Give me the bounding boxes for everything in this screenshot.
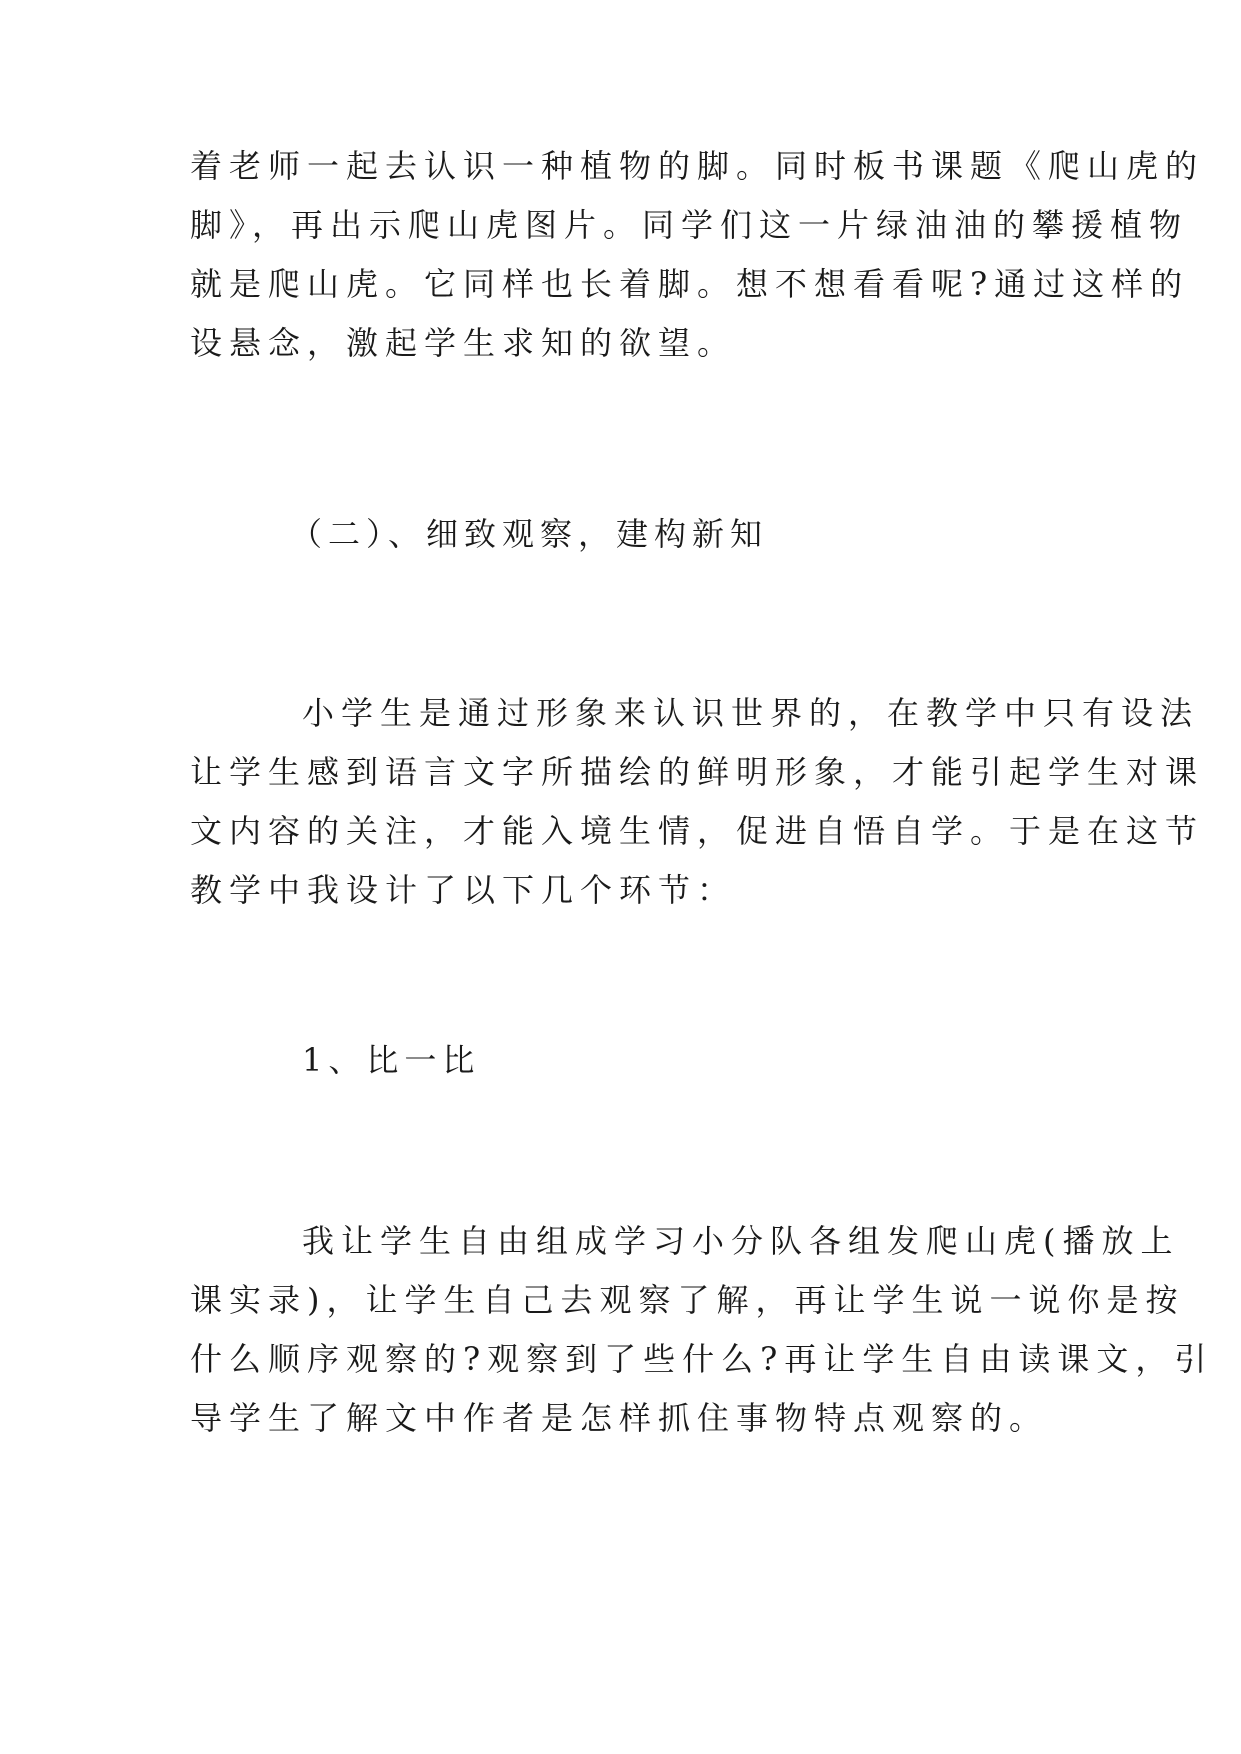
paragraph-line: 让学生感到语言文字所描绘的鲜明形象，才能引起学生对课 bbox=[190, 753, 1205, 791]
intro-paragraph bbox=[190, 137, 1205, 373]
paragraph-line: 文内容的关注，才能入境生情，促进自悟自学。于是在这节 bbox=[190, 812, 1205, 850]
paragraph-line: 脚》，再出示爬山虎图片。同学们这一片绿油油的攀援植物 bbox=[190, 206, 1189, 244]
paragraph-line: 什么顺序观察的?观察到了些什么?再让学生自由读课文，引 bbox=[190, 1340, 1214, 1378]
step-heading: 1、比一比 bbox=[302, 1041, 481, 1079]
paragraph-line: 就是爬山虎。它同样也长着脚。想不想看看呢?通过这样的 bbox=[190, 265, 1190, 303]
paragraph-line: 着老师一起去认识一种植物的脚。同时板书课题《爬山虎的 bbox=[190, 147, 1205, 185]
section-heading: （二）、细致观察，建构新知 bbox=[290, 515, 769, 553]
paragraph-line: 我让学生自由组成学习小分队各组发爬山虎(播放上 bbox=[302, 1222, 1180, 1260]
paragraph-line: 导学生了解文中作者是怎样抓住事物特点观察的。 bbox=[190, 1399, 1049, 1437]
paragraph-line: 小学生是通过形象来认识世界的，在教学中只有设法 bbox=[302, 694, 1200, 732]
step-paragraph bbox=[190, 1212, 1214, 1448]
paragraph-line: 教学中我设计了以下几个环节： bbox=[190, 871, 737, 909]
section-paragraph bbox=[190, 684, 1205, 920]
document-page bbox=[190, 0, 1214, 1754]
paragraph-line: 设悬念，激起学生求知的欲望。 bbox=[190, 324, 737, 362]
paragraph-line: 课实录)，让学生自己去观察了解，再让学生说一说你是按 bbox=[190, 1281, 1185, 1319]
